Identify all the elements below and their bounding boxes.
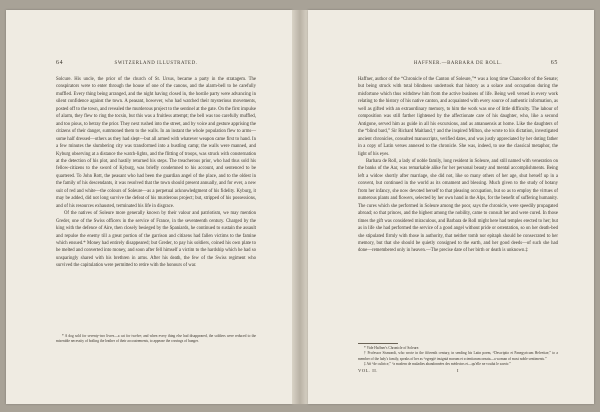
right-page-header	[358, 60, 558, 70]
footnote-rule	[358, 343, 398, 344]
right-footnotes	[358, 343, 558, 368]
page-number: 64	[56, 60, 64, 66]
paragraph: Haffner, author of the “Chronicle of the Canton of Soleure,”* was a long time Chancellor of the Senate; but being struck with total blindness undertook that history as a solace and occupation during the misfortune which thus withdrew him from the active business of life. Being well versed in every work relating to the history of his native canton, and acquainted with every source of authentic information, as well as gifted with an extraordinary memory, to him the work was one of little difficulty. The labour of composition was still farther lightened by the affectionate care of his daughter, who, like a second Antigone, served him as guide in all his excursions, and as amanuensis at home. Like the daughters of the “blind bard,” Sir Richard Maitland,† and the inspired Milton, she wrote to his dictation, investigated ancient chronicles, consulted manuscripts, verified dates, and was justly appreciated by her doting father in a copy of Latin verses annexed to the chronicle. She was, indeed, to use the classical metaphor, the light of his eyes.	[358, 77, 558, 157]
page-number: 65	[550, 60, 558, 66]
book-gutter	[292, 10, 308, 404]
left-footnotes	[56, 334, 256, 345]
left-page-body	[56, 76, 256, 270]
footnote: * A dog sold for seventy-two livres—a cat for twelve; and when every thing else had disappeared, the soldiers were reduced to the miserable necessity of boiling the leather of their accoutrements, to appease the cravings of hunger.	[56, 334, 256, 344]
footnote: * Vide Haffner's Chronicle of Soleure.	[364, 346, 420, 350]
footnote: † Professor Sismondi, who wrote in the fifteenth century, in sending his Latin poem, “Descriptio et Panegyricum Helvetiae,” to a member of the lady's family, speaks of her as “egregiè insigniá morum et scientiarum ornata—a woman of most noble sentiments.”	[358, 351, 558, 361]
running-head: HAFFNER.—BARBARA DE ROLL.	[413, 61, 503, 66]
signature-line	[358, 368, 558, 376]
right-page	[308, 10, 594, 404]
left-page	[6, 10, 292, 404]
volume-label: VOL. II.	[358, 368, 378, 373]
paragraph: Barbara de Roll, a lady of noble family, long resident in Soleure, and still named with veneration on the banks of the Aar, was remarkable alike for her personal beauty and mental accomplishments. Being left a widow shortly after marriage, she did not, like so many others of her age, shut herself up in a convent, but continued in the world as its ornament and blessing. Much given to the study of botany from her infancy, she now devoted herself to that pleasing occupation, but so as to employ the virtues of numerous plants and flowers, selected by her own hand in the Alps, for the benefit of suffering humanity. The cures which she performed in Soleure among the poor, says the chronicle, were speedily propagated abroad; so that princes, and the highest among the nobility, came to consult her and were cured. In those times the gift was considered miraculous, and Barbara de Roll might here had temples erected to her; but as in life she had performed the service of a good angel without pride or ostentation, so on her death-bed she stipulated firmly with those in authority, that neither tomb nor epitaph should be consecrated to her memory, but that she should be quietly consigned to the earth, and her good deeds—of such she had done—remembered only in heaven.—The precise date of her birth or death is unknown.‡	[358, 158, 558, 254]
paragraph: Of the natives of Soleure more generally known by their valour and patriotism, we may mention Greder, one of the Swiss officers in the service of France, in the seventeenth century. Charged by the king with the defence of Aire, then closely besieged by the Spaniards, he continued to sustain the assault and repulse the enemy till a great portion of the garrison and citizens had fallen victims to the famine which ensued.* Money had entirely disappeared; but Greder, to pay his soldiers, coined his own plate to be melted and converted into money, and soon after fell himself a victim to the hardship which he had so unsparingly shared with his brethren in arms. After his death, the few of the Swiss regiment who survived the capitulation were permitted to retire with the honours of war.	[56, 211, 256, 269]
running-head: SWITZERLAND ILLUSTRATED.	[114, 61, 198, 66]
right-page-body	[358, 76, 558, 255]
left-page-header	[56, 60, 256, 70]
signature-mark: I	[456, 368, 460, 373]
paragraph: Solcure. His uncle, the prior of the church of St. Ursus, became a party in the stratagem. The conspirators were to enter through the house of one of the canons, and the alarm-bell to be carefully muffled. Every thing being arranged, and the night having closed in, the hostile party were advancing in silent confidence against the town. A peasant, however, who had watched their mysterious movements, posted off to the town, and revealed the murderous project to the sentinel at the gate. On the first impulse of alarm, they flew to ring the tocsin, but this was a fruitless attempt; the bell was too carefully muffled, and too pious, to betray the prior. They next rushed into the street, and by voice and gesture apprising the citizens of their danger, summoned them to the walls. In an instant the whole population flew to arms—some half dressed—others as they had slept—but all armed with whatever weapon came first to hand. In a few minutes the slumbering city was transformed into a bustling camp; the walls were manned, and Kyburg observing at a distance the watch-lights, and the flitting of troops, was struck with consternation at the detection of his plot, and hastily returned his steps. The treacherous prior, who had thus sold his fellow-citizens to the sword of Kyburg, was briefly condemned to his account, and sentenced to be quartered. To John Rott, the peasant who had been the guardian angel of the place, and to the oldest in the family of his descendants, it was resolved that the town should present annually, and for ever, a new suit of red and white—the colours of Soleure—as a perpetual acknowledgment of his fidelity. Kyburg, it may be added, did not long survive the defeat of his murderous project; but, stripped of his possessions, and of his resources exhausted, terminated his life in disgrace.	[56, 77, 256, 209]
footnote: ‡ Añ “de cultrice,” “a modern de maladies abandonnées des médecins et—qu'elle ne voulut le savoir.”	[364, 362, 511, 367]
